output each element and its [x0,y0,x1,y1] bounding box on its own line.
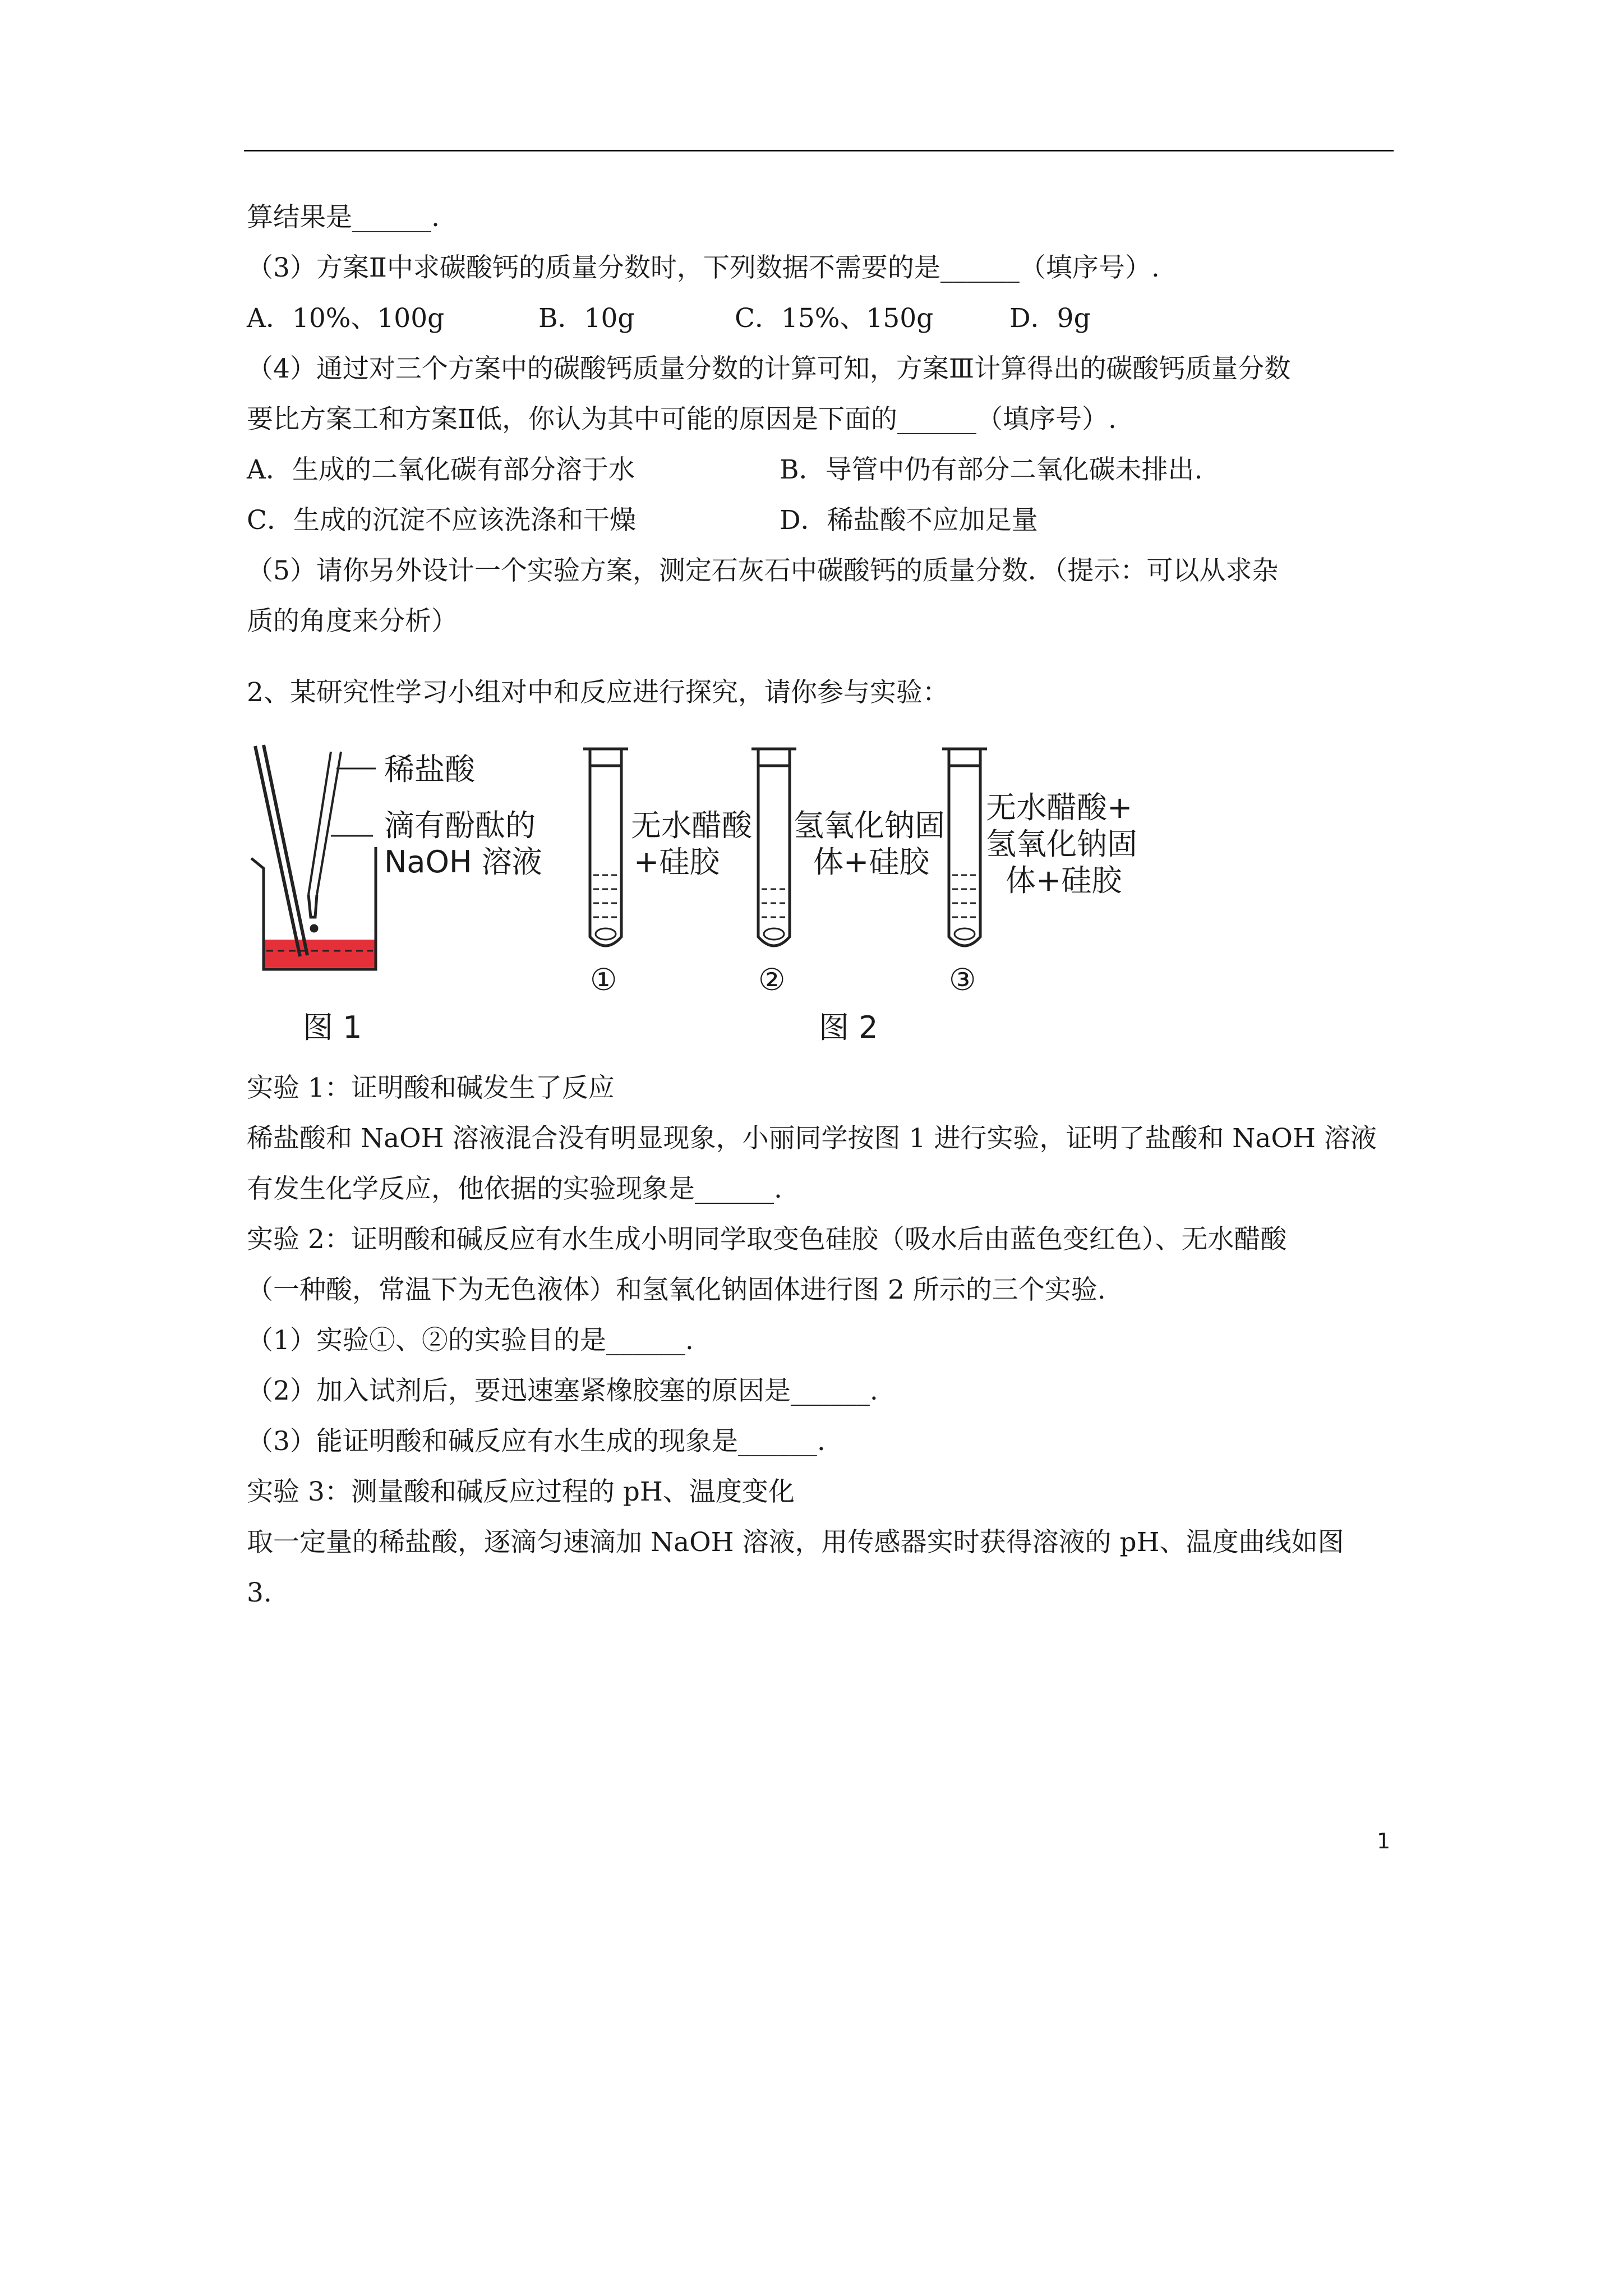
experiment-2-line2: （一种酸，常温下为无色液体）和氢氧化钠固体进行图 2 所示的三个实验. [247,1274,1106,1305]
label-dilute-hcl: 稀盐酸 [384,752,475,787]
tube-2-label-line1: 氢氧化钠固 [794,808,945,843]
tube-1-label-line1: 无水醋酸 [631,808,752,843]
question-4-line1: （4）通过对三个方案中的碳酸钙质量分数的计算可知，方案Ⅲ计算得出的碳酸钙质量分数 [247,353,1291,384]
test-tube-1 [583,749,628,946]
option-b: B．导管中仍有部分二氧化碳未排出. [780,454,1203,485]
question-5-line1: （5）请你另外设计一个实验方案，测定石灰石中碳酸钙的质量分数．（提示：可以从求杂 [247,555,1279,586]
text-line: 算结果是______. [247,202,440,233]
test-tube-2 [751,749,796,946]
tube-3-number: ③ [949,962,976,997]
figure-2-caption: 图 2 [819,1010,878,1045]
tube-2-label-line2: 体+硅胶 [813,844,930,880]
option-d: D．9g [1009,303,1091,334]
option-c: C．15%、150g [735,303,934,334]
page-number: 1 [1377,1829,1391,1853]
experiment-1-title: 实验 1：证明酸和碱发生了反应 [247,1073,615,1103]
question-5-line2: 质的角度来分析） [247,606,458,637]
experiment-3-line1: 取一定量的稀盐酸，逐滴匀速滴加 NaOH 溶液，用传感器实时获得溶液的 pH、温度曲线如图 [247,1527,1344,1558]
option-b: B．10g [538,303,635,334]
question-4-line2: 要比方案工和方案Ⅱ低，你认为其中可能的原因是下面的______（填序号）. [247,404,1117,435]
experiment-1-line1: 稀盐酸和 NaOH 溶液混合没有明显现象，小丽同学按图 1 进行实验，证明了盐酸和 NaOH 溶液 [247,1123,1377,1154]
question-3: （3）方案Ⅱ中求碳酸钙的质量分数时，下列数据不需要的是______（填序号）. [247,252,1160,283]
experiment-1-line2: 有发生化学反应，他依据的实验现象是______. [247,1174,782,1204]
beaker-diagram [251,745,376,969]
tube-2-number: ② [758,962,786,997]
option-d: D．稀盐酸不应加足量 [780,505,1038,536]
label-phenolphthalein: 滴有酚酞的 [384,808,536,843]
option-a: A．生成的二氧化碳有部分溶于水 [247,454,635,485]
tube-3-label-line3: 体+硅胶 [1006,863,1122,898]
experiment-3-line2: 3. [247,1577,272,1608]
tube-3-label-line1: 无水醋酸+ [986,790,1133,825]
experiment-2-question-2: （2）加入试剂后，要迅速塞紧橡胶塞的原因是______. [247,1375,878,1406]
tube-3-label-line2: 氢氧化钠固 [986,826,1137,862]
experiment-2-question-1: （1）实验①、②的实验目的是______. [247,1325,694,1356]
problem-2-intro: 2、某研究性学习小组对中和反应进行探究，请你参与实验： [247,677,949,708]
test-tube-3 [942,749,987,946]
figure-1-caption: 图 1 [303,1010,362,1045]
option-c: C．生成的沉淀不应该洗涤和干燥 [247,505,636,536]
experiment-3-title: 实验 3：测量酸和碱反应过程的 pH、温度变化 [247,1476,795,1507]
option-a: A．10%、100g [247,303,445,334]
tube-1-number: ① [590,962,617,997]
tube-1-label-line2: +硅胶 [634,844,720,880]
header-rule [244,150,1394,151]
red-solution [264,940,376,968]
experiment-figure [247,735,1413,1049]
label-naoh-solution: NaOH 溶液 [384,844,542,880]
experiment-2-line1: 实验 2：证明酸和碱反应有水生成小明同学取变色硅胶（吸水后由蓝色变红色）、无水醋酸 [247,1224,1287,1255]
experiment-2-question-3: （3）能证明酸和碱反应有水生成的现象是______. [247,1426,826,1457]
